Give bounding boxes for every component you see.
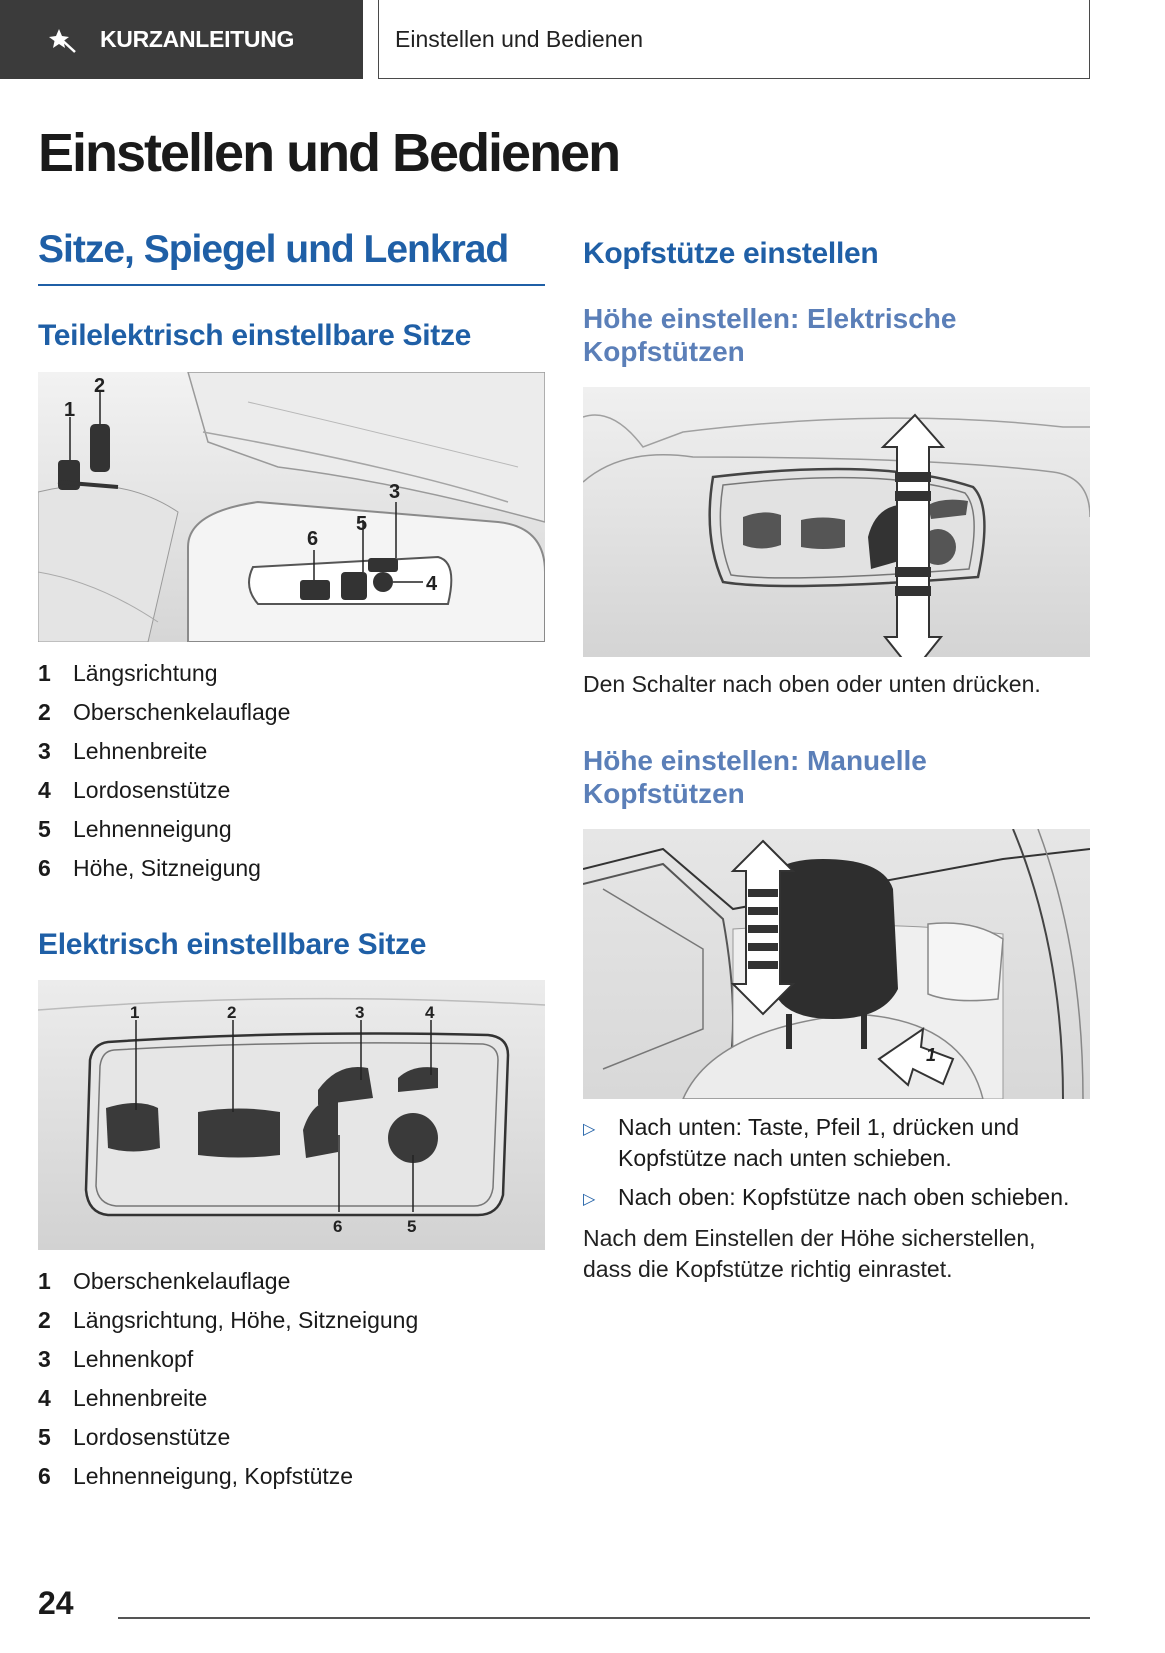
list-electric-seat [38,1262,418,1496]
subsection-title-electric-headrest: Höhe einstellen: Elektrische Kopfstützen [583,303,957,367]
list-item: 2 Oberschenkelauflage [38,699,291,725]
callout-2: 2 [227,1003,237,1022]
callout-5: 5 [407,1217,417,1236]
list-item: ▷ Nach unten: Taste, Pfeil 1, drücken und Kopfstütze nach unten schieben. [583,1112,1090,1174]
subsection-title-partial: Teilelektrisch einstellbare Sitze [38,319,472,352]
callout-4: 4 [425,1003,435,1022]
list-item: 1 Längsrichtung [38,660,218,686]
callout-5: 5 [356,513,368,535]
callout-4: 4 [426,573,438,595]
list-item: 4 Lordosenstütze [38,777,231,803]
callout-6: 6 [307,528,319,550]
subsection-title-manual-headrest: Höhe einstellen: Manuelle Kopfstützen [583,745,927,809]
figure-manual-headrest [583,829,1090,1099]
figure-electric-seat [38,980,545,1250]
subsection-title-electric: Elektrisch einstellbare Sitze [38,928,427,961]
callout-1: 1 [926,1045,937,1065]
page-number: 24 [38,1585,74,1621]
list-item: 6 Höhe, Sitzneigung [38,855,261,881]
star-pin-icon [48,25,78,55]
triangle-right-icon: ▷ [583,1191,596,1208]
chapter-tab-label: KURZANLEITUNG [100,26,295,52]
page-title: Einstellen und Bedienen [38,123,620,183]
callout-1: 1 [130,1003,140,1022]
list-item: 1 Oberschenkelauflage [38,1268,291,1294]
figure-partial-seat [38,372,545,642]
callout-3: 3 [389,481,401,503]
note-manual-headrest: Nach dem Einstellen der Höhe sicherstellen, dass die Kopfstütze richtig einrastet. [583,1225,1036,1282]
callout-1: 1 [64,399,76,421]
callout-2: 2 [94,375,106,397]
list-item: 5 Lehnenneigung [38,816,232,842]
callout-3: 3 [355,1003,365,1022]
list-item: 3 Lehnenbreite [38,738,208,764]
footer-rule [118,1617,1090,1619]
running-header: Einstellen und Bedienen [378,0,1090,79]
list-item: 4 Lehnenbreite [38,1385,208,1411]
list-item: 6 Lehnenneigung, Kopfstütze [38,1463,354,1489]
list-item: ▷ Nach oben: Kopfstütze nach oben schieben. [583,1182,1090,1215]
section-title-seats: Sitze, Spiegel und Lenkrad [38,228,509,271]
triangle-right-icon: ▷ [583,1121,596,1138]
list-item: 3 Lehnenkopf [38,1346,194,1372]
list-partial-seat [38,654,290,888]
bullet-list-manual-headrest [583,1112,1090,1223]
list-item: 2 Längsrichtung, Höhe, Sitzneigung [38,1307,419,1333]
list-item: 5 Lordosenstütze [38,1424,231,1450]
text-electric-headrest: Den Schalter nach oben oder unten drücken. [583,671,1041,697]
callout-6: 6 [333,1217,343,1236]
section-title-headrest: Kopfstütze einstellen [583,237,879,270]
section-rule [38,284,545,286]
chapter-tab [0,0,363,79]
figure-electric-headrest [583,387,1090,657]
